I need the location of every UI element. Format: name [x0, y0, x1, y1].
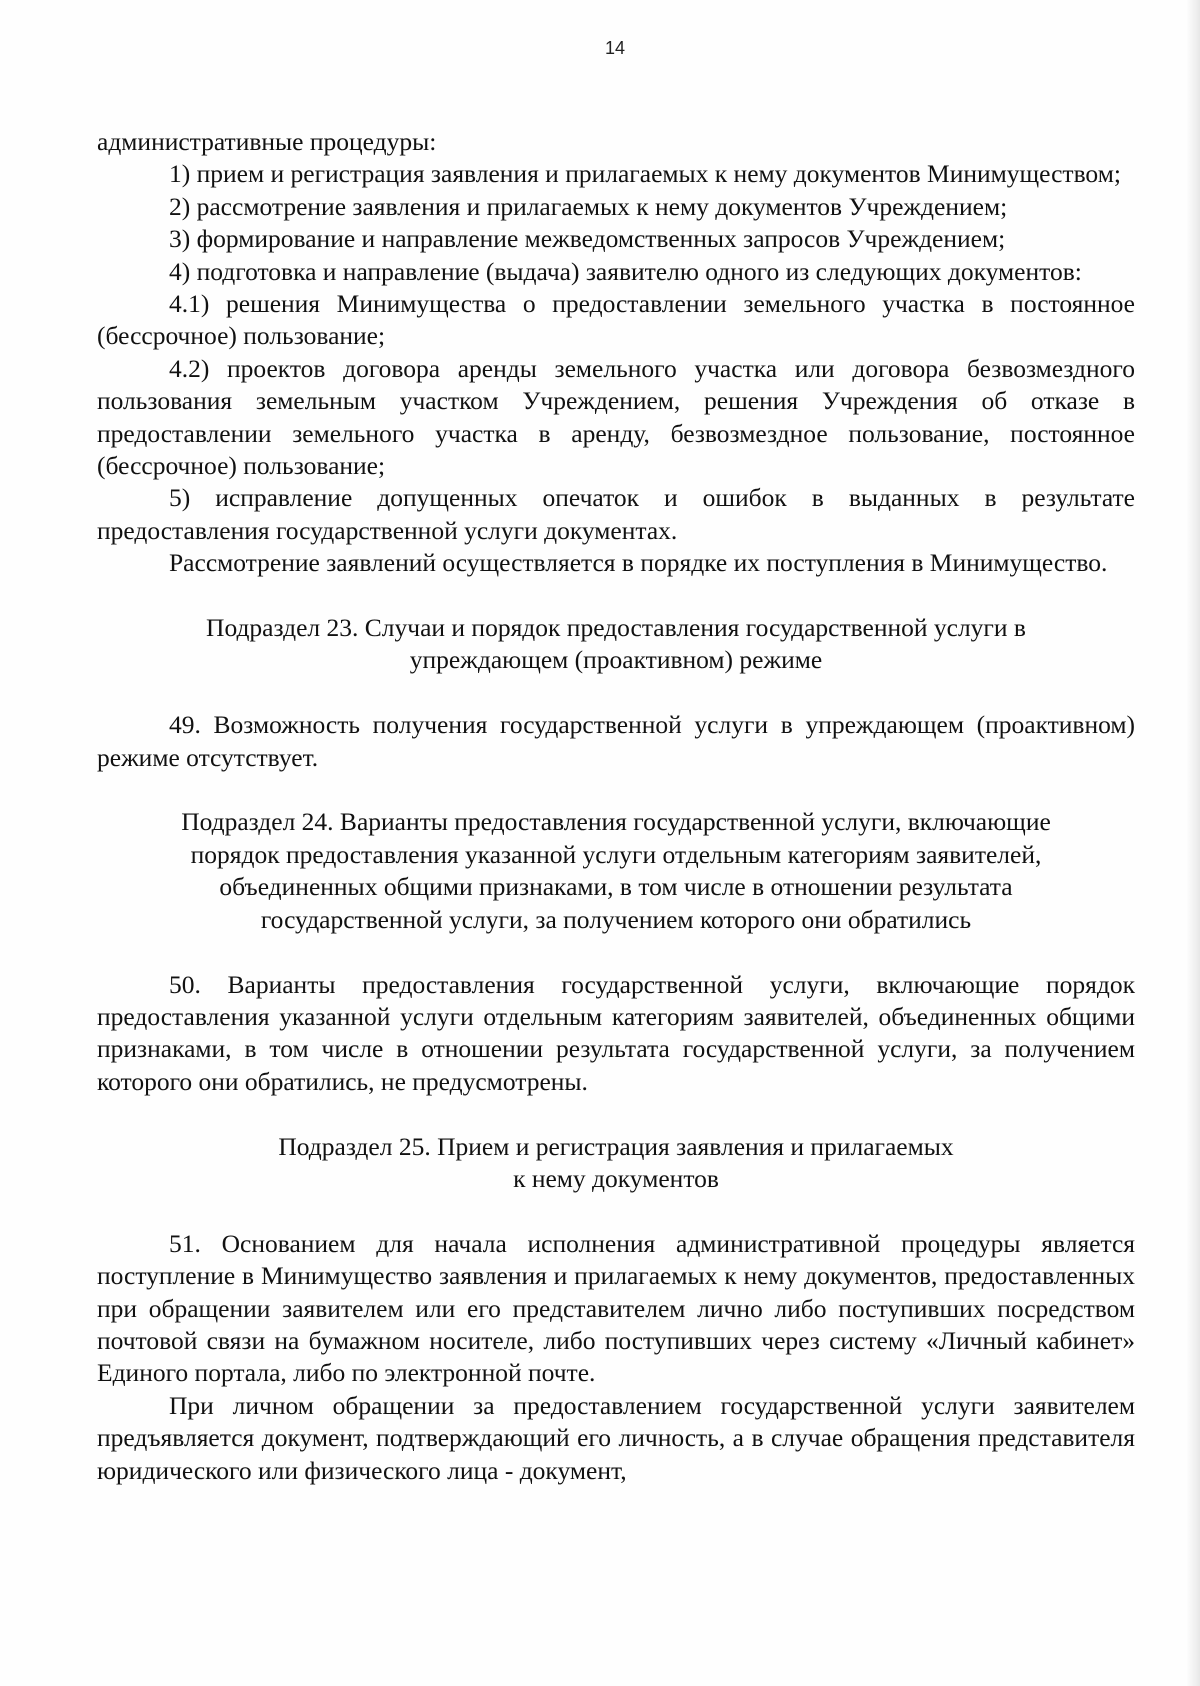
heading-line: к нему документов	[513, 1163, 719, 1193]
heading-line: государственной услуги, за получением которого они обратились	[260, 904, 972, 934]
heading-line: упреждающем (проактивном) режиме	[409, 645, 823, 675]
scan-edge	[1186, 0, 1200, 1686]
heading-line: объединенных общими признаками, в том числе в отношении результата	[219, 872, 1013, 902]
heading-line: Подраздел 24. Варианты предоставления государственной услуги, включающие	[181, 807, 1051, 837]
paragraph: 2) рассмотрение заявления и прилагаемых к нему документов Учреждением;	[169, 191, 1008, 221]
heading-line: Подраздел 23. Случаи и порядок предоставления государственной услуги в	[206, 613, 1026, 643]
paragraph-49: 49. Возможность получения государственной услуги в упреждающем (проактивном) режиме отсутствует.	[97, 710, 1135, 772]
page-number: 14	[604, 38, 626, 58]
document-body	[97, 126, 1135, 1487]
paragraph: Рассмотрение заявлений осуществляется в порядке их поступления в Минимущество.	[169, 548, 1108, 578]
section-heading-23	[97, 612, 1135, 677]
paragraph: 4.1) решения Минимущества о предоставлении земельного участка в постоянное (бессрочное) пользование;	[97, 289, 1135, 351]
paragraph: 4.2) проектов договора аренды земельного участка или договора безвозмездного пользования земельным участком Учреждением, решения Учреждения об отказе в предоставлении земельного участка в аренду, безвозмездное пользование, постоянное (бессрочное) пользование;	[97, 353, 1135, 481]
paragraph: 5) исправление допущенных опечаток и ошибок в выданных в результате предоставления государственной услуги документах.	[97, 483, 1135, 545]
section-heading-24	[97, 806, 1135, 936]
paragraph: административные процедуры:	[97, 127, 437, 156]
paragraph: 1) прием и регистрация заявления и прилагаемых к нему документов Минимуществом;	[169, 159, 1121, 189]
section-heading-25	[97, 1131, 1135, 1196]
heading-line: порядок предоставления указанной услуги отдельным категориям заявителей,	[190, 839, 1042, 869]
paragraph-50: 50. Варианты предоставления государственной услуги, включающие порядок предоставления указанной услуги отдельным категориям заявителей, объединенных общими признаками, в том числе в отношении результата государственной услуги, за получением которого они обратились, не предусмотрены.	[97, 969, 1135, 1096]
paragraph: При личном обращении за предоставлением государственной услуги заявителем предъявляется документ, подтверждающий его личность, а в случае обращения представителя юридического или физического лица - документ,	[97, 1390, 1135, 1485]
top-paragraphs	[97, 126, 1135, 580]
heading-line: Подраздел 25. Прием и регистрация заявления и прилагаемых	[278, 1131, 954, 1161]
paragraph-51: 51. Основанием для начала исполнения административной процедуры является поступление в Минимущество заявления и прилагаемых к нему документов, предоставленных при обращении заявителем или его представителем лично либо поступивших посредством почтовой связи на бумажном носителе, либо поступивших через систему «Личный кабинет» Единого портала, либо по электронной почте.	[97, 1228, 1135, 1388]
paragraph: 4) подготовка и направление (выдача) заявителю одного из следующих документов:	[169, 256, 1082, 286]
paragraph: 3) формирование и направление межведомственных запросов Учреждением;	[169, 224, 1006, 254]
